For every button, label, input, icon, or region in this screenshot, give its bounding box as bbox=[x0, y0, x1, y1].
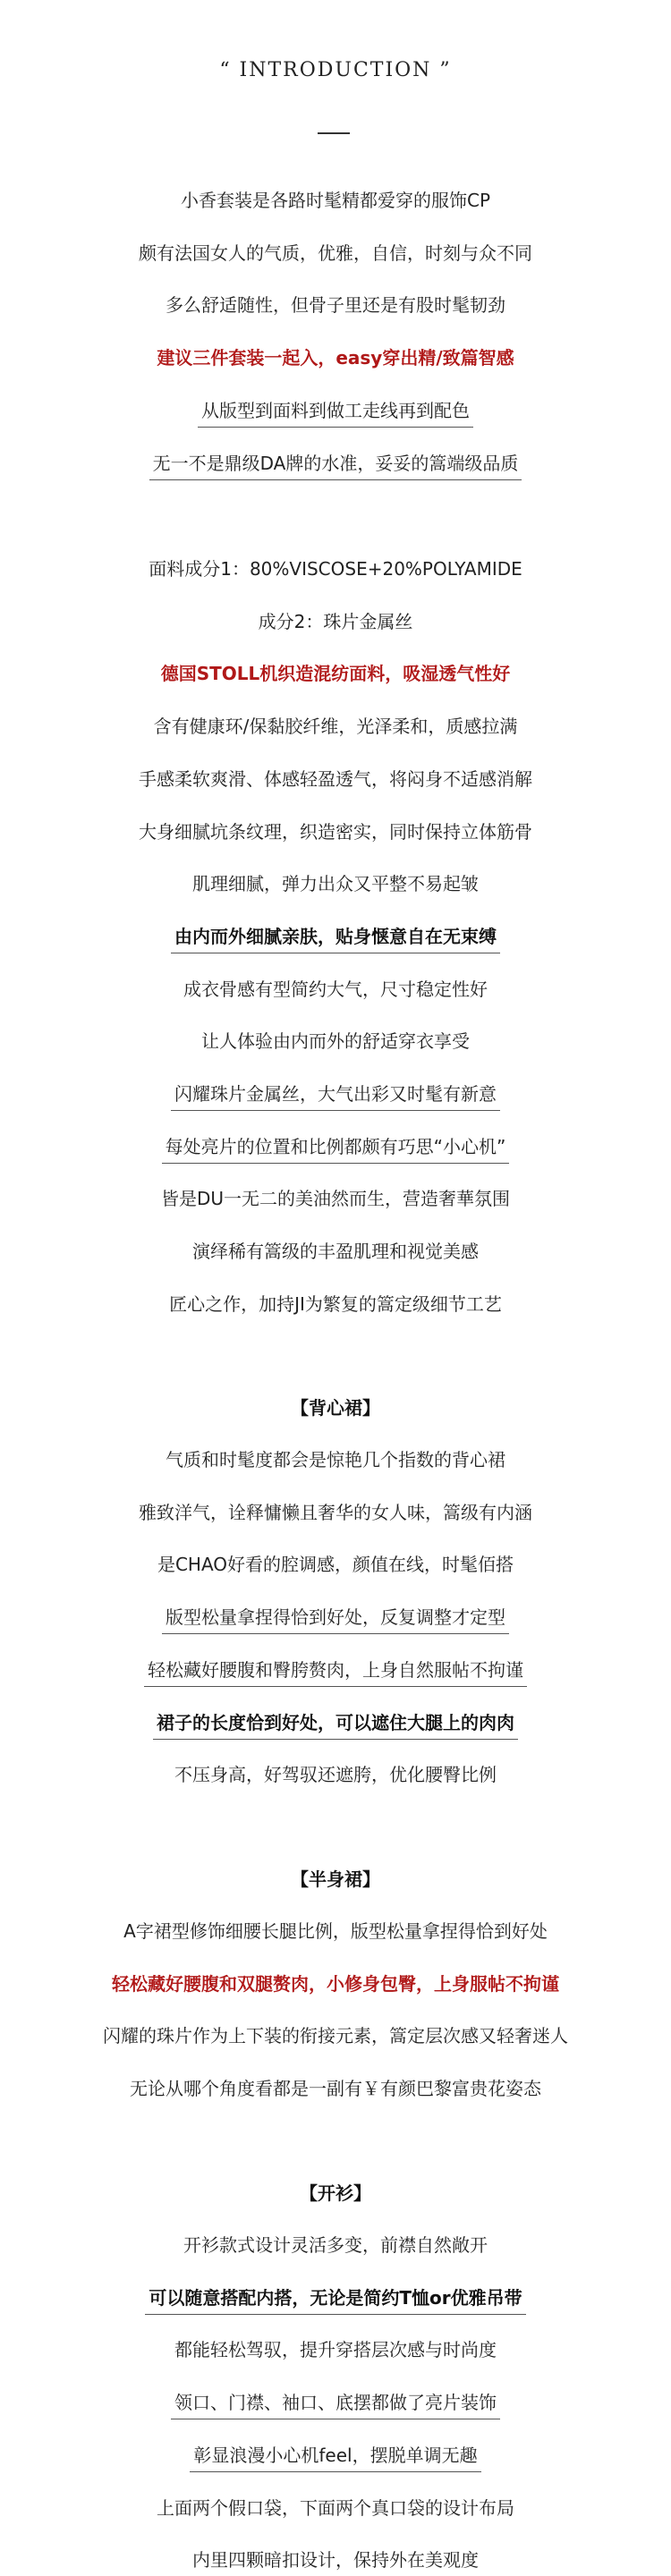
text-line-content: 内里四颗暗扣设计，保持外在美观度 bbox=[192, 2549, 479, 2571]
text-line bbox=[0, 1239, 671, 1267]
text-line bbox=[0, 1029, 671, 1057]
text-line-content: 闪耀的珠片作为上下装的衔接元素，篙定层次感又轻奢迷人 bbox=[103, 2025, 568, 2046]
text-line-content: 面料成分1：80%VISCOSE+20%POLYAMIDE bbox=[149, 558, 522, 580]
text-line bbox=[0, 819, 671, 848]
text-line bbox=[0, 1657, 671, 1687]
text-line-content: 肌理细腻，弹力出众又平整不易起皱 bbox=[192, 873, 479, 894]
title-divider bbox=[318, 132, 350, 134]
text-line bbox=[0, 767, 671, 795]
text-line bbox=[0, 241, 671, 269]
text-line bbox=[0, 1447, 671, 1476]
text-line bbox=[0, 398, 671, 428]
text-line bbox=[0, 661, 671, 690]
text-line bbox=[0, 924, 671, 953]
text-line-content: 匠心之作，加持JI为繁复的篙定级细节工艺 bbox=[169, 1293, 502, 1315]
page-title: “ INTRODUCTION ” bbox=[219, 59, 452, 81]
text-line bbox=[0, 345, 671, 374]
text-line-content: 无论从哪个角度看都是一副有￥有颜巴黎富贵花姿态 bbox=[130, 2078, 541, 2099]
section-heading bbox=[0, 1867, 671, 1895]
section-heading bbox=[0, 1395, 671, 1424]
text-line bbox=[0, 2390, 671, 2419]
text-line-content: 让人体验由内而外的舒适穿衣享受 bbox=[201, 1030, 470, 1052]
text-line-content: 成衣骨感有型简约大气，尺寸稳定性好 bbox=[183, 979, 488, 1000]
text-line-content: 闪耀珠片金属丝，大气出彩又时髦有新意 bbox=[171, 1081, 500, 1111]
text-line-content: 雅致洋气，诠释慵懒且奢华的女人味，篙级有内涵 bbox=[139, 1502, 532, 1523]
text-line bbox=[0, 188, 671, 216]
text-line-content: 上面两个假口袋，下面两个真口袋的设计布局 bbox=[157, 2497, 514, 2519]
text-line-content: 含有健康环/保黏胶纤维，光泽柔和，质感拉满 bbox=[153, 716, 518, 737]
text-line bbox=[0, 292, 671, 321]
text-line-content: 【半身裙】 bbox=[291, 1868, 380, 1890]
text-line bbox=[0, 1552, 671, 1580]
text-line bbox=[0, 1081, 671, 1111]
text-line-content: 【开衫】 bbox=[300, 2182, 371, 2204]
text-line bbox=[0, 609, 671, 638]
text-line-content: 都能轻松驾驭，提升穿搭层次感与时尚度 bbox=[174, 2339, 497, 2360]
text-line-content: 是CHAO好看的腔调感，颜值在线，时髦佰搭 bbox=[157, 1554, 514, 1575]
text-line-content: 每处亮片的位置和比例都颇有巧思“小心机” bbox=[162, 1134, 510, 1164]
text-line bbox=[0, 2285, 671, 2315]
text-line-content: 彰显浪漫小心机feel，摆脱单调无趣 bbox=[190, 2443, 480, 2472]
text-line bbox=[0, 1292, 671, 1320]
text-line-content: 开衫款式设计灵活多变，前襟自然敞开 bbox=[183, 2234, 488, 2256]
text-line-content: 领口、门襟、袖口、底摆都做了亮片装饰 bbox=[171, 2390, 500, 2419]
text-line bbox=[0, 2337, 671, 2366]
text-line bbox=[0, 451, 671, 480]
text-line-content: 轻松藏好腰腹和双腿赘肉，小修身包臀，上身服帖不拘谨 bbox=[112, 1973, 559, 1995]
text-line-content: 皆是DU一无二的美油然而生，营造奢華氛围 bbox=[160, 1188, 511, 1209]
text-line bbox=[0, 1971, 671, 2000]
text-line-content: 大身细腻坑条纹理，织造密实，同时保持立体筋骨 bbox=[139, 821, 532, 843]
text-line-content: 裙子的长度恰到好处，可以遮住大腿上的肉肉 bbox=[153, 1710, 518, 1740]
text-line-content: 小香套装是各路时髦精都爱穿的服饰CP bbox=[180, 190, 491, 211]
text-line bbox=[0, 2496, 671, 2524]
text-line bbox=[0, 2233, 671, 2261]
text-line bbox=[0, 1134, 671, 1164]
text-line-content: 不压身高，好驾驭还遮胯，优化腰臀比例 bbox=[174, 1764, 497, 1785]
text-line-content: 气质和时髦度都会是惊艳几个指数的背心裙 bbox=[166, 1449, 505, 1470]
text-line-content: 轻松藏好腰腹和臀胯赘肉，上身自然服帖不拘谨 bbox=[144, 1657, 527, 1687]
text-line-content: 手感柔软爽滑、体感轻盈透气，将闷身不适感消解 bbox=[139, 768, 532, 790]
text-line bbox=[0, 977, 671, 1005]
text-line bbox=[0, 2547, 671, 2576]
text-line-content: 可以随意搭配内搭，无论是简约T恤or优雅吊带 bbox=[145, 2285, 525, 2315]
text-line-content: 【背心裙】 bbox=[291, 1397, 380, 1419]
text-line bbox=[0, 2076, 671, 2105]
text-line-content: 演绎稀有篙级的丰盈肌理和视觉美感 bbox=[192, 1241, 479, 1262]
text-line-content: 成分2：珠片金属丝 bbox=[258, 611, 413, 632]
text-line bbox=[0, 2443, 671, 2472]
text-line bbox=[0, 556, 671, 585]
text-line bbox=[0, 714, 671, 742]
text-line-content: 建议三件套装一起入，easy穿出精/致篇智感 bbox=[157, 347, 514, 369]
text-line bbox=[0, 1605, 671, 1634]
text-line-content: 德国STOLL机织造混纺面料，吸湿透气性好 bbox=[160, 663, 511, 684]
text-line bbox=[0, 1500, 671, 1529]
text-line-content: 多么舒适随性，但骨子里还是有股时髦韧劲 bbox=[166, 294, 505, 316]
text-line-content: 颇有法国女人的气质，优雅，自信，时刻与众不同 bbox=[139, 242, 532, 264]
section-heading bbox=[0, 2181, 671, 2209]
text-line bbox=[0, 1919, 671, 1947]
text-line bbox=[0, 2023, 671, 2052]
text-line-content: 无一不是鼎级DA牌的水准，妥妥的篙端级品质 bbox=[149, 451, 522, 480]
text-line-content: 由内而外细腻亲肤，贴身惬意自在无束缚 bbox=[171, 924, 500, 953]
text-line-content: A字裙型修饰细腰长腿比例，版型松量拿捏得恰到好处 bbox=[123, 1920, 548, 1942]
text-line bbox=[0, 1710, 671, 1740]
text-line-content: 从版型到面料到做工走线再到配色 bbox=[198, 398, 473, 428]
text-line bbox=[0, 1186, 671, 1215]
text-line bbox=[0, 871, 671, 900]
text-line-content: 版型松量拿捏得恰到好处，反复调整才定型 bbox=[162, 1605, 509, 1634]
text-line bbox=[0, 1762, 671, 1791]
